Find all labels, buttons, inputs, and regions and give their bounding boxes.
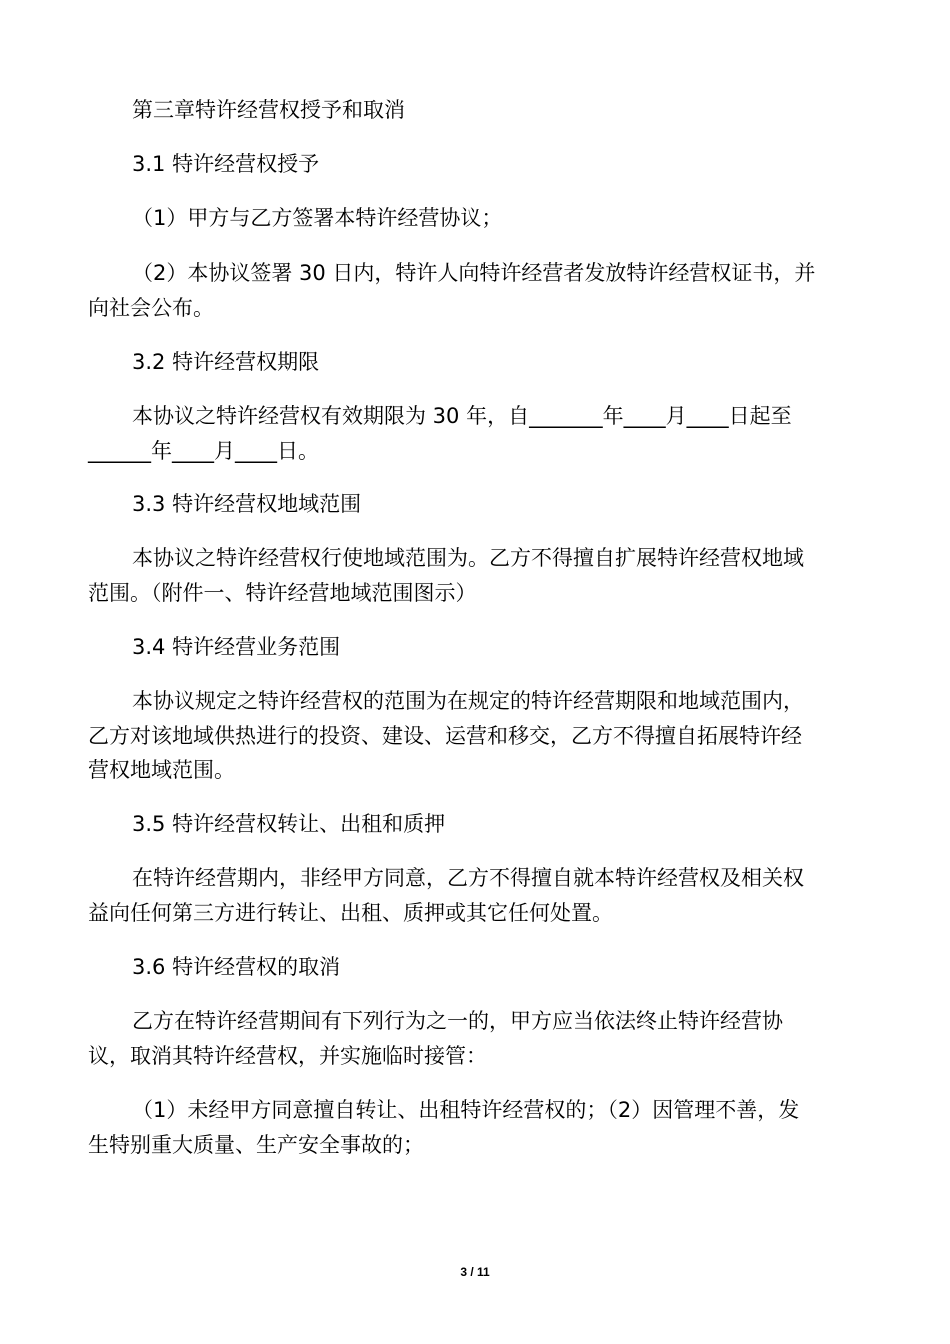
- paragraph-line: 范围。（附件一、特许经营地域范围图示）: [88, 581, 477, 605]
- paragraph-line: （1）甲方与乙方签署本特许经营协议；: [132, 206, 503, 230]
- paragraph-line: ______年____月____日。: [88, 439, 319, 463]
- paragraph-line: 乙方在特许经营期间有下列行为之一的，甲方应当依法终止特许经营协: [132, 1009, 783, 1033]
- paragraph-line: 乙方对该地域供热进行的投资、建设、运营和移交，乙方不得擅自拓展特许经: [88, 724, 802, 748]
- paragraph-line: 向社会公布。: [88, 296, 214, 320]
- paragraph-line: 在特许经营期内，非经甲方同意，乙方不得擅自就本特许经营权及相关权: [132, 866, 804, 890]
- paragraph-line: （2）本协议签署 30 日内，特许人向特许经营者发放特许经营权证书，并: [132, 261, 816, 285]
- paragraph-line: 益向任何第三方进行转让、出租、质押或其它任何处置。: [88, 901, 613, 925]
- section-heading-3-5: 3.5 特许经营权转让、出租和质押: [132, 812, 446, 836]
- section-heading-3-4: 3.4 特许经营业务范围: [132, 635, 341, 659]
- paragraph-line: 本协议之特许经营权有效期限为 30 年，自_______年____月____日起至: [132, 404, 792, 428]
- paragraph-line: 本协议之特许经营权行使地域范围为。乙方不得擅自扩展特许经营权地域: [132, 546, 804, 570]
- paragraph-line: （1）未经甲方同意擅自转让、出租特许经营权的；（2）因管理不善，发: [132, 1098, 800, 1122]
- section-heading-3-6: 3.6 特许经营权的取消: [132, 955, 341, 979]
- paragraph-line: 生特别重大质量、生产安全事故的；: [88, 1133, 424, 1157]
- paragraph-line: 本协议规定之特许经营权的范围为在规定的特许经营期限和地域范围内，: [132, 689, 804, 713]
- page-indicator: 3 / 11: [460, 1265, 490, 1279]
- section-heading-3-3: 3.3 特许经营权地域范围: [132, 492, 362, 516]
- paragraph-line: 议，取消其特许经营权，并实施临时接管：: [88, 1044, 487, 1068]
- paragraph-line: 营权地域范围。: [88, 758, 235, 782]
- chapter-title: 第三章特许经营权授予和取消: [132, 98, 405, 122]
- section-heading-3-2: 3.2 特许经营权期限: [132, 350, 320, 374]
- section-heading-3-1: 3.1 特许经营权授予: [132, 152, 320, 176]
